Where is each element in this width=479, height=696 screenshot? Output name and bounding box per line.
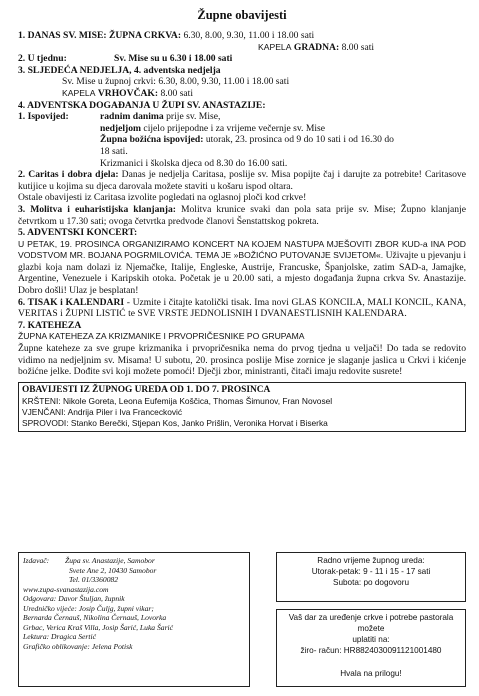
section-catechesis: 7. KATEHEZA	[18, 319, 82, 331]
concert-paragraph: U PETAK, 19. PROSINCA ORGANIZIRAMO KONCERT NA KOJEM NASTUPA MJEŠOVITI ZBOR KUD-a INA POD VODSTVOM MR. BOJANA POGRMILOVIĆA. TEMA JE »BOŽIĆNO PUTOVANJE SVIJETOM«. Uživajte u pjevanju i glazbi koja nam dolazi iz Njemačke, Italije, Engleske, Austrije, Francuske, Španjolske, zatim SAD-a, Jamajke, Argentine, Venezuele i Karipskih otoka. Početak je u 20.00 sati, a mjesto događanja župna crkva Sv. Anastazije. Dobro došli! Ulaz je besplatan!	[18, 238, 466, 297]
section-weekdays: 2. U tjednu: Sv. Mise su u 6.30 i 18.00 sati	[18, 53, 233, 65]
next-sunday-masses: Sv. Mise u župnoj crkvi: 6.30, 8.00, 9.30, 11.00 i 18.00 sati	[62, 76, 290, 88]
chapel-name: GRADNA:	[293, 41, 340, 53]
mass-times: 6.30, 8.00, 9.30, 11.00 i 18.00 sati	[183, 30, 315, 41]
donation-box: Vaš dar za uređenje crkve i potrebe pastorala možete uplatiti na: žiro- račun: HR8824030091121001480 Hvala na prilogu!	[276, 609, 466, 687]
chapel-gradna-row: KAPELA GRADNA: 8.00 sati	[258, 41, 375, 53]
parish-office-box	[18, 382, 466, 432]
confession-block: 1. Ispovijed: radnim danima prije sv. Mise, nedjeljom cijelo prijepodne i za vrijeme večernje sv. Mise Župna božićna ispovijed: utorak, 23. prosinca od 9 do 10 sati i od 16.30 do 18 sati. Krizmanici i školska djeca od 8.30 do 16.00 sati.	[18, 111, 394, 169]
office-hours-box: Radno vrijeme župnog ureda: Utorak-petak: 9 - 11 i 15 - 17 sati Subota: po dogovoru	[276, 552, 466, 602]
section-advent-events: 4. ADVENTSKA DOGAĐANJA U ŽUPI SV. ANASTAZIJE:	[18, 99, 266, 111]
prayer-paragraph: 3. Molitva i euharistijska klanjanja: Molitva krunice svaki dan pola sata prije sv. Mise; Župno klanjanje četvrtkom u 17.30 sati; ovoga četvrtka predvode članovi Šenstattskog pokreta.	[18, 203, 466, 227]
impressum-box: Izdavač: Župa sv. Anastazije, Samobor Svete Ane 2, 10430 Samobor Tel. 01/3360082 www.zupa-svanastazija.com Odgovara: Davor Štuljan, župnik Uredničko vijeće: Josip Čuljg, župni vikar; Bernarda Černauš, Nikolina Černauš, Lovorka Grbac, Verica Kraš Villa, Josip Šarić, Luka Šarić Lektura: Dragica Sertić Grafičko oblikovanje: Jelena Potisk	[18, 552, 250, 687]
catechesis-subtitle: ŽUPNA KATEHEZA ZA KRIZMANIKE I PRVOPRIČESNIKE PO GRUPAMA	[18, 331, 305, 342]
bulletin	[18, 8, 466, 432]
section-label: 1. DANAS SV. MISE: ŽUPNA CRKVA:	[18, 30, 182, 41]
bank-account: žiro- račun: HR8824030091121001480	[300, 646, 442, 655]
catechesis-paragraph: Župne kateheze za sve grupe krizmanika i prvopričesnika nema do prvog tjedna u veljači! Do tada se redovito vidimo na nedjeljnim sv. Misama! U subotu, 20. prosinca poslije Mise zornice je slaganje jaslica u Crkvi i kićenje božićne jelke. Dođite svi koji možete pomoći! Dječji zbor, ministranti, čitači imaju redovite susrete!	[18, 343, 466, 378]
section-concert: 5. ADVENTSKI KONCERT:	[18, 227, 138, 239]
footer	[18, 552, 466, 687]
section-next-sunday: 3. SLJEDEĆA NEDJELJA, 4. adventska nedjelja	[18, 64, 221, 76]
chapel-vrhovcak-row: KAPELA VRHOVČAK: 8.00 sati	[62, 87, 194, 99]
section-masses-today	[18, 30, 466, 42]
confession-label: 1. Ispovijed:	[18, 111, 69, 123]
section-press: 6. TISAK i KALENDARI - Uzmite i čitajte katolički tisak. Ima novi GLAS KONCILA, MALI KONCIL, KANA, VERITAS i ŽUPNI LISTIĆ te SVE VRSTE JEDNOLISNIH I DVANAESTLISNIH KALENDARA.	[18, 296, 466, 320]
website: www.zupa-svanastazija.com	[23, 584, 109, 594]
caritas-paragraph: 2. Caritas i dobra djela: Danas je nedjelja Caritasa, poslije sv. Misa popijte čaj i darujte za potrebite! Caritasove kutijice u kojima su djeca darovala možete staviti u košaru ispod oltara.	[18, 169, 466, 192]
chapel-name: VRHOVČAK:	[97, 87, 159, 99]
caritas-note: Ostale obavijesti iz Caritasa izvolite pogledati na oglasnoj ploči kod crkve!	[18, 192, 307, 204]
office-title: OBAVIJESTI IZ ŽUPNOG UREDA OD 1. DO 7. PROSINCA	[22, 384, 271, 395]
baptized-line: KRŠTENI: Nikole Goreta, Leona Eufemija Koščica, Thomas Šimunov, Fran Novosel	[22, 396, 333, 407]
funerals-line: SPROVODI: Stanko Berečki, Stjepan Kos, Janko Prišlin, Veronika Horvat i Biserka	[22, 418, 328, 428]
page-title: Župne obavijesti	[197, 8, 287, 22]
married-line: VJENČANI: Andrija Piler i Iva Francecković	[22, 407, 183, 418]
